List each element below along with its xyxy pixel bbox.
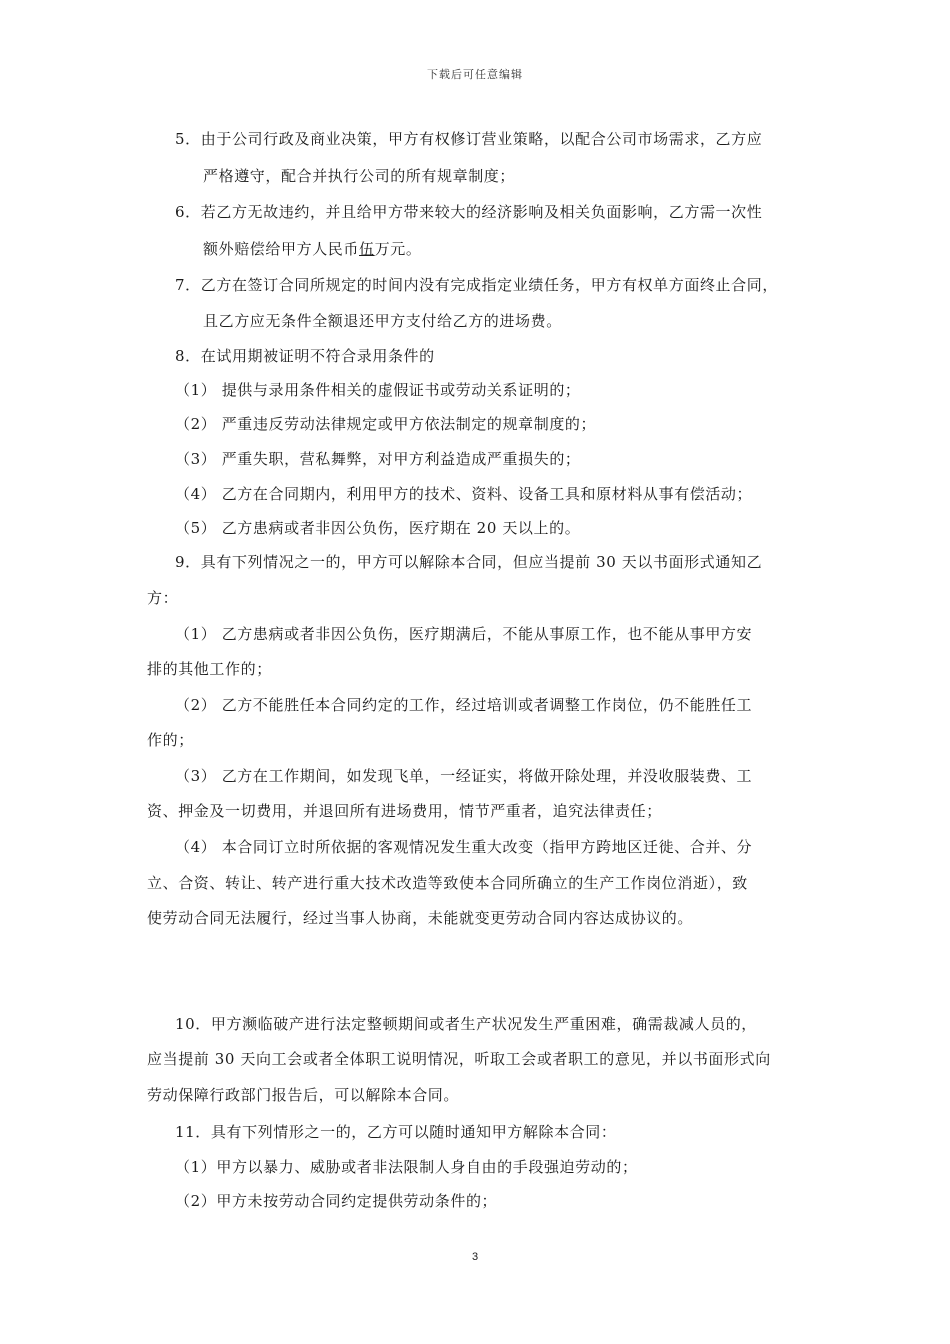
clause-8-item-3: （3） 严重失职，营私舞弊，对甲方利益造成严重损失的； — [175, 450, 581, 468]
clause-6-unit: 万元。 — [374, 240, 422, 258]
page-header: 下载后可任意编辑 — [427, 68, 523, 81]
clause-11-title: 11．具有下列情形之一的，乙方可以随时通知甲方解除本合同： — [175, 1123, 617, 1141]
clause-9-item-2-line-1: （2） 乙方不能胜任本合同约定的工作，经过培训或者调整工作岗位，仍不能胜任工 — [175, 696, 753, 714]
clause-9-item-1-line-1: （1） 乙方患病或者非因公负伤，医疗期满后，不能从事原工作，也不能从事甲方安 — [175, 625, 753, 643]
clause-9-item-1-line-2: 排的其他工作的； — [147, 660, 272, 678]
clause-9-item-3-line-1: （3） 乙方在工作期间，如发现飞单，一经证实，将做开除处理，并没收服装费、工 — [175, 767, 753, 785]
clause-5-line-2: 严格遵守，配合并执行公司的所有规章制度； — [203, 167, 516, 185]
clause-9-item-4-line-1: （4） 本合同订立时所依据的客观情况发生重大改变（指甲方跨地区迁徙、合并、分 — [175, 838, 753, 856]
clause-8-item-4: （4） 乙方在合同期内，利用甲方的技术、资料、设备工具和原材料从事有偿活动； — [175, 485, 753, 503]
clause-8-title: 8．在试用期被证明不符合录用条件的 — [175, 347, 435, 365]
clause-9-line-1: 9．具有下列情况之一的，甲方可以解除本合同，但应当提前 30 天以书面形式通知乙 — [175, 553, 763, 571]
clause-9-line-2: 方： — [147, 589, 179, 607]
clause-6-line-1: 6．若乙方无故违约，并且给甲方带来较大的经济影响及相关负面影响，乙方需一次性 — [175, 203, 763, 221]
clause-9-item-4-line-2: 立、合资、转让、转产进行重大技术改造等致使本合同所确立的生产工作岗位消逝），致 — [147, 874, 748, 892]
page-number: 3 — [471, 1251, 479, 1263]
clause-11-item-2: （2）甲方未按劳动合同约定提供劳动条件的； — [175, 1192, 498, 1210]
amount-underlined: 伍 — [359, 240, 375, 258]
clause-8-item-5: （5） 乙方患病或者非因公负伤，医疗期在 20 天以上的。 — [175, 519, 581, 537]
clause-9-item-4-line-3: 使劳动合同无法履行，经过当事人协商，未能就变更劳动合同内容达成协议的。 — [147, 909, 694, 927]
clause-7-line-2: 且乙方应无条件全额退还甲方支付给乙方的进场费。 — [203, 312, 562, 330]
clause-7-line-1: 7．乙方在签订合同所规定的时间内没有完成指定业绩任务，甲方有权单方面终止合同， — [175, 276, 778, 294]
clause-9-item-3-line-2: 资、押金及一切费用，并退回所有进场费用，情节严重者，追究法律责任； — [147, 802, 662, 820]
clause-8-item-1: （1） 提供与录用条件相关的虚假证书或劳动关系证明的； — [175, 381, 581, 399]
clause-10-line-1: 10．甲方濒临破产进行法定整顿期间或者生产状况发生严重困难，确需裁减人员的， — [175, 1015, 757, 1033]
clause-5-line-1: 5．由于公司行政及商业决策，甲方有权修订营业策略，以配合公司市场需求，乙方应 — [175, 130, 763, 148]
clause-6-line-2 — [203, 239, 421, 259]
clause-8-item-2: （2） 严重违反劳动法律规定或甲方依法制定的规章制度的； — [175, 415, 597, 433]
clause-10-line-3: 劳动保障行政部门报告后，可以解除本合同。 — [147, 1086, 460, 1104]
clause-10-line-2: 应当提前 30 天向工会或者全体职工说明情况，听取工会或者职工的意见，并以书面形式向 — [147, 1050, 771, 1068]
clause-9-item-2-line-2: 作的； — [147, 731, 194, 749]
clause-11-item-1: （1）甲方以暴力、威胁或者非法限制人身自由的手段强迫劳动的； — [175, 1158, 638, 1176]
clause-6-text: 额外赔偿给甲方人民币 — [203, 240, 360, 258]
